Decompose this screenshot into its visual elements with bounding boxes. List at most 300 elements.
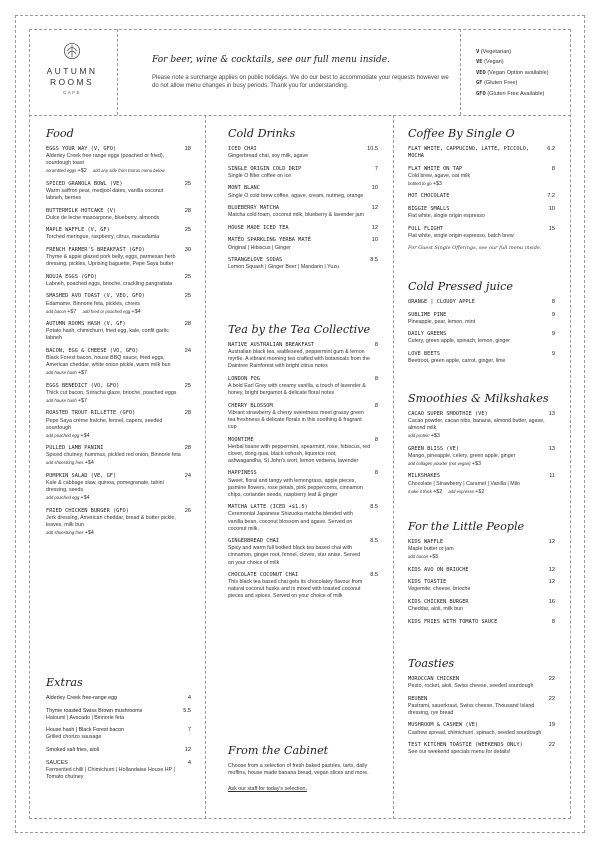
menu-item: [228, 403, 378, 431]
menu-item: [228, 572, 378, 600]
menu-item-price: 12: [371, 224, 378, 231]
menu-item-body: [408, 146, 547, 160]
menu-item-price: 11: [549, 473, 555, 480]
addon-price: +$2: [77, 168, 87, 175]
menu-item: [408, 146, 555, 160]
addon-label: add house hash: [46, 370, 77, 376]
menu-item-addon: [46, 494, 181, 502]
menu-item-name: HAPPINESS: [228, 470, 257, 477]
menu-item: [408, 446, 555, 468]
menu-item: [46, 247, 191, 268]
menu-item: [408, 331, 555, 345]
menu-item-name: GREEN BLISS (VE): [408, 445, 460, 452]
addon-price: +$2: [475, 488, 485, 495]
addon-label: add poached egg: [46, 495, 80, 501]
menu-item-description: Vegemite, cheese, brioche: [408, 586, 471, 593]
menu-item-price: 4: [187, 759, 191, 766]
header-divider-left: [117, 29, 118, 115]
column-1: [46, 127, 191, 542]
menu-item-price: 12: [371, 205, 378, 212]
menu-item-name: MUSHROOM & CASHEW (VE): [408, 722, 479, 729]
menu-item-body: [408, 696, 549, 717]
menu-item: [228, 538, 378, 566]
menu-item: [408, 742, 555, 756]
header-bottom-rule: [29, 115, 571, 116]
menu-item: [408, 193, 555, 200]
menu-item-name: FRIED CHICKEN BURGER (GFO): [46, 507, 129, 514]
menu-item-addon: [408, 432, 545, 440]
menu-item-name: KIDS TOASTIE: [408, 579, 447, 586]
menu-item-price: 13: [548, 411, 555, 417]
legend-code: GFO: [476, 90, 486, 97]
menu-item-price: 8: [374, 375, 378, 382]
menu-item-name: BUTTERMILK HOTCAKE (V): [46, 207, 117, 214]
menu-item-body: [408, 312, 552, 326]
menu-item-name: PULLED LAMB PANINI: [46, 445, 104, 452]
menu-item-name: CACAO SUPER SMOOTHIE (VE): [408, 411, 488, 417]
menu-item-description: Thick cut bacon, Sriracha glaze, brioche, poached eggs: [46, 389, 177, 396]
menu-item: [46, 410, 191, 439]
menu-item-body: [46, 321, 185, 342]
addon-price: +$4: [80, 432, 90, 439]
menu-item-body: [46, 227, 185, 241]
menu-item-description: Dulce de leche mascarpone, blueberry, almonds: [46, 214, 160, 221]
menu-item-description: Celery, green apple, spinach, lemon, ginger: [408, 338, 511, 345]
menu-item-description: Pepe Saya crème fraîche, fennel, capers, seeded sourdough: [46, 417, 163, 431]
legend-label: (Vegetarian): [480, 49, 512, 55]
menu-item-description: Maple butter or jam: [408, 546, 454, 553]
cabinet-column: [228, 744, 378, 792]
legend-row: [476, 47, 576, 57]
menu-item: [408, 539, 555, 561]
menu-item-name: FULL FLIGHT: [408, 225, 444, 232]
menu-item-description: Lemon Squash | Ginger Beer | Mandarin | Yuzu: [228, 264, 339, 271]
menu-item-price: 28: [184, 445, 191, 452]
menu-item-description: Fermented chilli | Chimichurri | Hollandaise House HP | Tomato chutney: [46, 766, 175, 780]
legend-label: (Gluten Free Available): [487, 90, 545, 97]
menu-item-body: [408, 539, 549, 561]
menu-item-body: [46, 293, 185, 315]
menu-item: [408, 619, 555, 626]
menu-item-body: [228, 470, 375, 498]
addon-label: add fried or poached egg: [82, 308, 131, 314]
menu-item: [46, 146, 191, 175]
legend-code: V: [476, 49, 480, 55]
menu-item-name: EGGS YOUR WAY (V, GFO): [46, 146, 117, 152]
menu-item-price: 16: [548, 598, 555, 605]
menu-item-body: [46, 760, 188, 781]
menu-item-body: [46, 348, 185, 377]
toasties-section: [408, 657, 555, 756]
menu-item-name: MILKSHAKES: [408, 473, 440, 480]
menu-item: [228, 146, 378, 160]
menu-item-price: 26: [184, 507, 191, 514]
menu-item-name: ORANGE | CLOUDY APPLE: [408, 299, 475, 305]
menu-item-addon: [46, 432, 181, 440]
column-3: [408, 127, 555, 251]
cabinet-selection-link[interactable]: Ask our staff for today's selection.: [228, 785, 307, 792]
menu-item-price: 10.5: [367, 146, 378, 152]
menu-item-body: [408, 226, 549, 240]
section-title: For the Little People: [408, 520, 525, 533]
menu-item-name: SMASHED AVO TOAST (V, VEO, GFO): [46, 293, 145, 300]
leaf-icon: [63, 42, 81, 60]
menu-item-name: BACON, EGG & CHEESE (VO, GFO): [46, 347, 139, 354]
addon-label: add any side from Extras menu below: [92, 168, 165, 174]
menu-item-name: LOVE BEETS: [408, 350, 440, 357]
menu-item-body: [46, 208, 185, 222]
legend-code: VEO: [476, 69, 486, 76]
menu-item-description: Vibrant strawberry & cherry sweetness meet grassy green tea freshness & delicate florals in this soothing & fragrant cup: [228, 409, 364, 431]
menu-item-name: ROASTED TROUT RILLETTE (GFO): [46, 410, 136, 417]
menu-item-price: 8.5: [370, 504, 378, 511]
menu-item-description: Cold brew, agave, oat milk: [408, 173, 471, 179]
menu-item-description: This black tea based chai gets its chocolatey flavour from natural coconut husks and is mixed with toasted coconut pieces and spices. Served on your choice of milk: [228, 579, 363, 600]
menu-item-description: Pesto, rocket, aioli, Swiss cheese, seeded sourdough: [408, 683, 534, 690]
menu-item-body: [46, 274, 185, 288]
menu-item-name: SINGLE ORIGIN COLD DRIP: [228, 165, 302, 172]
section-title: Extras: [46, 676, 83, 689]
menu-item-description: Thyme & apple glazed pork belly, eggs, parmesan herb dressing, pickles, Uprising baguette, Pepe Saya butter: [46, 254, 176, 268]
menu-item-body: [408, 599, 549, 613]
menu-item-price: 12: [548, 539, 555, 545]
menu-item-name: FLAT WHITE, CAPPUCINO, LATTE, PICCOLO, MOCHA: [408, 146, 530, 160]
menu-item-body: [228, 257, 370, 271]
menu-item-price: 13: [548, 445, 555, 452]
menu-item-description: Cacao powder, cacao nibs, banana, almond butter, agave, almond milk: [408, 418, 545, 432]
menu-item-body: [228, 376, 375, 397]
menu-item-description: Haloumi | Avocado | Binnorie feta: [46, 714, 125, 721]
section-title: Cold Drinks: [228, 127, 296, 140]
menu-item-description: Cashew spread, chimichurri, spinach, seeded sourdough: [408, 729, 542, 736]
legend-code: VE: [476, 59, 483, 66]
menu-item: [408, 722, 555, 736]
cabinet-title: From the Cabinet: [228, 744, 329, 757]
menu-item-name: SPICED GRANOLA BOWL (VE): [46, 180, 123, 187]
menu-item-body: [46, 473, 185, 502]
menu-item-description: Gingerbread chai, soy milk, agave: [228, 153, 309, 160]
menu-item: [46, 473, 191, 502]
menu-item-body: [46, 410, 185, 439]
menu-item-price: 22: [548, 676, 555, 682]
addon-label: make it thick: [408, 488, 432, 494]
juice-column: [408, 280, 555, 371]
menu-item-name: MOROCCAN CHICKEN: [408, 676, 460, 682]
menu-item-addon: [46, 308, 181, 316]
legend-label: (Vegan): [484, 59, 504, 66]
addon-label: add bacon: [46, 308, 67, 314]
menu-item-price: 8.5: [370, 572, 378, 579]
menu-item-description: Single O cold brew coffee, agave, cream, nutmeg, orange: [228, 192, 364, 199]
menu-item-name: NDUJA EGGS (GFO): [46, 273, 98, 280]
little-column: [408, 520, 555, 631]
menu-item-body: [228, 205, 372, 219]
menu-item-name: KIDS FRIES WITH TOMATO SAUCE: [408, 618, 498, 625]
addon-price: +$4: [80, 495, 90, 502]
header-tagline: For beer, wine & cocktails, see our full menu inside.: [152, 55, 390, 65]
coffee-note: For Guest Single Offerings, see our full menu inside.: [408, 245, 542, 252]
menu-item-name: FLAT WHITE ON TAP: [408, 165, 463, 172]
menu-item-price: 25: [184, 382, 191, 389]
menu-item-body: [46, 508, 185, 537]
menu-item: [228, 237, 378, 251]
menu-item-description: Grilled chorizo sausage: [46, 734, 102, 741]
cabinet-description: Choose from a selection of fresh baked pastries, tarts, daily muffins, house made banana bread, vegan slices and more.: [228, 763, 369, 777]
menu-item-body: [408, 351, 552, 365]
menu-item: [408, 351, 555, 365]
menu-item: [228, 166, 378, 180]
legend-row: [476, 89, 576, 99]
legend-row: [476, 78, 576, 88]
addon-label: add collagen powder (not vegan): [408, 461, 471, 467]
menu-item-body: [46, 695, 188, 702]
menu-item-name: MONT BLANC: [228, 185, 260, 192]
menu-item-name: EGGS BENEDICT (VO, GFO): [46, 382, 120, 389]
menu-item-body: [228, 185, 372, 199]
menu-item-name: BLUEBERRY MATCHA: [228, 205, 280, 212]
menu-item: [46, 181, 191, 202]
menu-item-name: Alderley Creek free-range egg: [46, 695, 117, 701]
menu-item: [408, 411, 555, 440]
menu-item-name: HOT CHOCOLATE: [408, 193, 450, 200]
menu-item: [46, 348, 191, 377]
addon-price: +$4: [131, 308, 141, 315]
brand-subtitle: CAFE: [62, 90, 81, 95]
menu-item-name: MOONTIME: [228, 436, 254, 443]
header-divider-right: [460, 29, 461, 115]
menu-item-body: [46, 727, 188, 741]
addon-price: +$7: [67, 308, 77, 315]
menu-item-description: Jerk dressing, American cheddar, bread & butter pickle, leaves, milk bun: [46, 514, 176, 528]
food-section: [46, 127, 191, 537]
menu-item: [46, 747, 191, 754]
menu-item-price: 25: [184, 180, 191, 187]
header-info: [152, 55, 452, 90]
menu-item-body: [408, 206, 549, 220]
menu-item-name: STRANGELOVE SODAS: [228, 257, 283, 264]
menu-item: [46, 508, 191, 537]
menu-item-price: 10: [548, 206, 555, 213]
menu-item-description: Spiced chutney, hummus, pickled red onion, Binnorie feta: [46, 452, 181, 459]
menu-item: [408, 299, 555, 306]
menu-item-body: [46, 445, 185, 467]
juice-section: [408, 280, 555, 365]
menu-item-body: [408, 193, 547, 200]
menu-item-name: NATIVE AUSTRALIAN BREAKFAST: [228, 342, 315, 348]
menu-item-name: CHOCOLATE COCONUT CHAI: [228, 572, 299, 579]
menu-item-name: GINGERBREAD CHAI: [228, 538, 280, 545]
menu-item-price: 22: [548, 742, 555, 749]
menu-item: [408, 226, 555, 240]
menu-item-description: A bold Earl Grey with creamy vanilla, a touch of lavender & honey, bright bergamot & delicate floral notes: [228, 383, 366, 397]
little-people-section: [408, 520, 555, 626]
menu-item: [46, 760, 191, 781]
menu-item-price: 8: [551, 618, 555, 625]
menu-item-description: Alderley Creek free range eggs (poached or fried), sourdough toast: [46, 153, 165, 167]
menu-item-price: 9: [551, 311, 555, 318]
column-divider-2: [393, 115, 394, 819]
menu-item-price: 19: [548, 722, 555, 729]
menu-item-description: Black Forest bacon, house BBQ sauce, fried eggs, American cheddar, white onion pickle, warm milk bun: [46, 355, 171, 369]
menu-item: [228, 376, 378, 397]
menu-item-price: 4: [187, 695, 191, 701]
menu-item-price: 15: [548, 225, 555, 232]
menu-item-description: Ceremonial Japanese Shizuoka matcha blended with vanilla bean, coconut blossom and agave. Served on coconut milk.: [228, 511, 353, 532]
menu-item-price: 8: [551, 165, 555, 172]
menu-item-price: 30: [184, 246, 191, 253]
addon-price: +$5: [429, 554, 439, 561]
menu-item-price: 12: [548, 579, 555, 586]
menu-item-body: [46, 747, 185, 754]
addon-label: add poached egg: [46, 432, 80, 438]
menu-item-price: 8.5: [370, 538, 378, 545]
menu-item-name: KIDS AVO ON BRIOCHE: [408, 566, 469, 573]
menu-item-price: 10: [371, 185, 378, 192]
section-title: Toasties: [408, 657, 455, 670]
menu-item: [228, 470, 378, 498]
menu-item-body: [408, 166, 552, 188]
brand-name-line1: AUTUMN: [46, 66, 98, 76]
menu-item: [46, 708, 191, 722]
menu-item-description: Cheddar, aioli, milk bun: [408, 606, 464, 613]
menu-item-body: [228, 237, 372, 251]
menu-item-description: Labneh, poached eggs, brioche, crackling pangrattata: [46, 280, 173, 287]
menu-item-description: Pastrami, sauerkraut, Swiss cheese, Thousand Island dressing, rye bread: [408, 702, 535, 716]
menu-item-description: Spicy and warm full bodied black tea based chai with cinnamon, ginger root, fennel, cloves, star anise. Served on your choice of milk: [228, 545, 361, 566]
menu-item-price: 12: [548, 566, 555, 573]
menu-item-addon: [46, 529, 181, 537]
tea-column: [228, 323, 378, 606]
column-divider-1: [205, 115, 206, 819]
menu-item-description: Flat white, single origin espresso, batch brew: [408, 232, 514, 239]
menu-item-price: 9: [551, 350, 555, 357]
addon-label: add shoestring fries: [46, 529, 84, 535]
column-2: [228, 127, 378, 277]
menu-item-description: Chocolate | Strawberry | Caramel | Vanilla | Milo: [408, 480, 520, 487]
menu-item: [408, 206, 555, 220]
menu-item-addon: [46, 369, 181, 377]
addon-label: scrambled eggs: [46, 168, 77, 174]
menu-item-body: [228, 342, 375, 370]
menu-item-body: [408, 742, 549, 756]
menu-item-price: 12: [184, 746, 191, 753]
menu-item-description: Original | Hibiscus | Ginger: [228, 244, 291, 251]
menu-item-body: [408, 411, 549, 440]
dietary-legend: [476, 47, 576, 99]
toasties-column: [408, 657, 555, 762]
menu-item: [46, 274, 191, 288]
legend-row: [476, 57, 576, 67]
menu-item-description: Torched meringue, raspberry, citrus, macadamia: [46, 234, 160, 241]
menu-item-name: AUTUMN ROOMS HASH (V, GF): [46, 321, 126, 328]
legend-code: GF: [476, 80, 483, 87]
section-title: Coffee By Single O: [408, 127, 515, 140]
menu-item-price: 28: [184, 207, 191, 214]
menu-item-body: [408, 299, 552, 306]
addon-label: add espresso: [448, 488, 475, 494]
menu-item-name: KIDS CHICKEN BURGER: [408, 598, 469, 605]
menu-item-price: 25: [184, 293, 191, 300]
menu-item-body: [408, 331, 552, 345]
menu-item: [46, 727, 191, 741]
section-title: Smoothies & Milkshakes: [408, 392, 549, 405]
menu-item-body: [408, 619, 552, 626]
menu-item-price: 25: [184, 273, 191, 280]
menu-item-price: 8: [374, 402, 378, 409]
menu-item-body: [408, 722, 549, 736]
menu-item-name: PUMPKIN SALAD (VE, GF): [46, 472, 117, 479]
menu-item-price: 6.2: [547, 146, 555, 152]
menu-item-body: [408, 567, 549, 574]
menu-item-body: [46, 247, 185, 268]
menu-item-body: [46, 146, 185, 175]
menu-item-body: [46, 181, 185, 202]
menu-item-price: 9: [551, 331, 555, 338]
menu-item: [408, 567, 555, 574]
menu-item-name: SAUCES: [46, 759, 68, 766]
menu-item-description: Pineapple, pear, lemon, mint: [408, 318, 476, 325]
menu-item: [46, 293, 191, 315]
addon-price: +$2: [433, 488, 443, 495]
menu-item-name: SUBLIME PINE: [408, 311, 447, 318]
menu-item-description: See our weekend specials menu for details!: [408, 749, 511, 756]
tea-section: [228, 323, 378, 601]
legend-row: [476, 68, 576, 78]
menu-item: [408, 166, 555, 188]
menu-item: [228, 205, 378, 219]
menu-item-body: [228, 538, 370, 566]
menu-item: [408, 312, 555, 326]
addon-label: bottled to go: [408, 181, 432, 187]
addon-price: +$7: [77, 397, 87, 404]
menu-item-addon: [408, 460, 545, 468]
addon-label: add house hash: [46, 397, 77, 403]
menu-item-price: 7.2: [547, 193, 555, 200]
menu-item-body: [46, 383, 185, 405]
menu-item-name: LONDON FOG: [228, 375, 260, 382]
menu-item-body: [228, 166, 375, 180]
menu-item-description: Mango, pineapple, celery, green apple, ginger: [408, 452, 516, 459]
menu-item-price: 8: [374, 470, 378, 477]
section-title: Cold Pressed juice: [408, 280, 514, 293]
extras-column: [46, 676, 191, 786]
menu-item-addon: [408, 553, 545, 561]
legend-label: (Vegan Option available): [487, 69, 549, 76]
menu-item-price: 25: [184, 227, 191, 234]
menu-item: [408, 696, 555, 717]
menu-item-body: [46, 708, 183, 722]
menu-item-price: 5.5: [183, 707, 191, 714]
addon-price: +$7: [77, 370, 87, 377]
menu-item: [46, 321, 191, 342]
menu-item-name: CHERRY BLOSSOM: [228, 402, 273, 409]
menu-item-price: 28: [184, 321, 191, 328]
menu-item-description: Matcha cold foam, coconut milk, blueberry & lavender jam: [228, 212, 365, 219]
section-title: Tea by the Tea Collective: [228, 323, 371, 336]
menu-item: [408, 579, 555, 593]
menu-item-description: Warm saffron pear, medjool dates, vanilla coconut labneh, berries: [46, 187, 164, 202]
menu-item-body: [408, 473, 549, 495]
menu-item-body: [228, 146, 367, 160]
menu-item-body: [228, 225, 372, 232]
menu-item: [228, 437, 378, 465]
menu-item-name: MAPLE WAFFLE (V, GF): [46, 227, 110, 234]
addon-price: +$3: [430, 433, 440, 440]
menu-item-name: Smoked salt fries, aioli: [46, 746, 99, 753]
menu-item-price: 18: [184, 146, 191, 152]
menu-item: [46, 383, 191, 405]
menu-item-body: [228, 403, 375, 431]
